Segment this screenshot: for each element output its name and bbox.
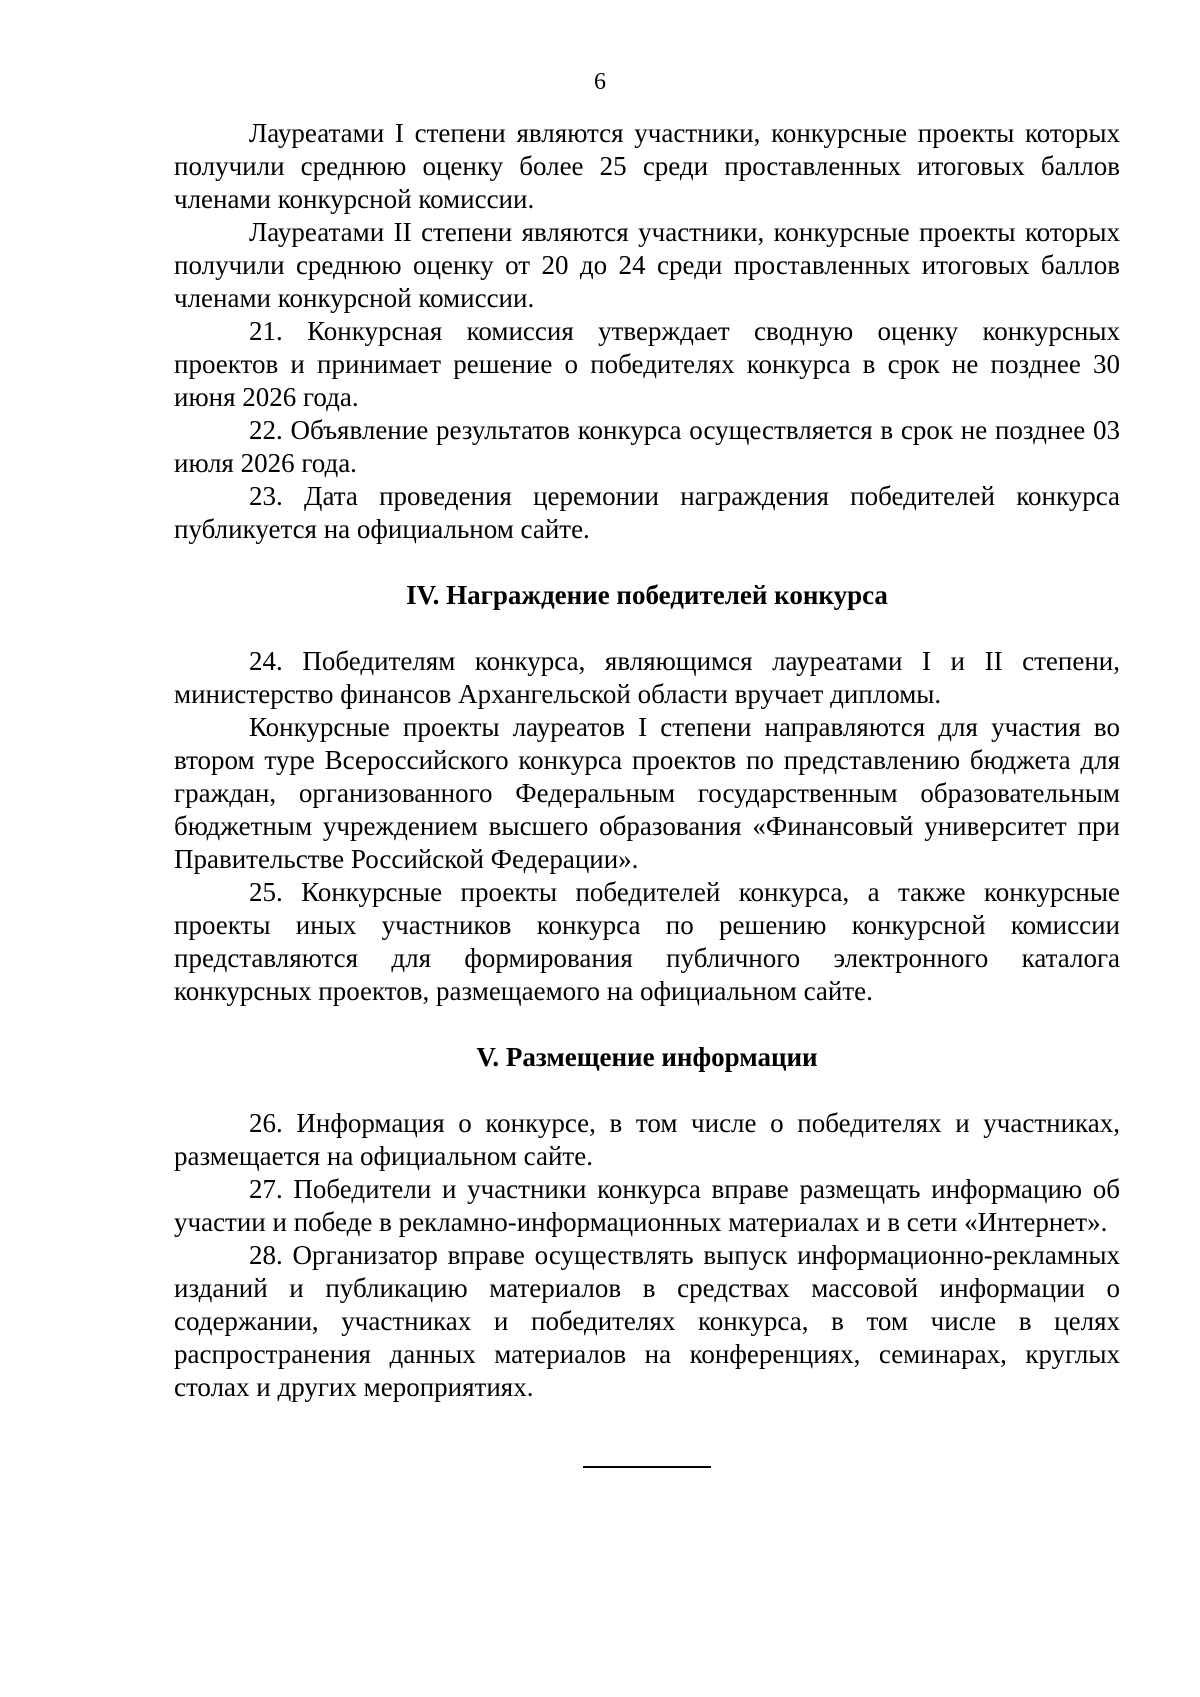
paragraph-24: 24. Победителям конкурса, являющимся лауреатами I и II степени, министерство финансов Архангельской области вручает дипломы. [174, 646, 1120, 709]
paragraph-23: 23. Дата проведения церемонии награждения победителей конкурса публикуется на официальном сайте. [174, 481, 1120, 544]
paragraph-laureates-second-degree: Лауреатами II степени являются участники, конкурсные проекты которых получили среднюю оценку от 20 до 24 среди проставленных итоговых баллов членами конкурсной комиссии. [174, 217, 1120, 313]
page-number: 6 [594, 69, 606, 95]
paragraph-26: 26. Информация о конкурсе, в том числе о победителях и участниках, размещается на официальном сайте. [174, 1108, 1120, 1171]
paragraph-21: 21. Конкурсная комиссия утверждает сводную оценку конкурсных проектов и принимает решение о победителях конкурса в срок не позднее 30 июня 2026 года. [174, 316, 1120, 412]
document-body [174, 117, 1120, 1468]
paragraph-laureates-first-degree: Лауреатами I степени являются участники, конкурсные проекты которых получили среднюю оценку более 25 среди проставленных итоговых баллов членами конкурсной комиссии. [174, 118, 1120, 214]
paragraph-22: 22. Объявление результатов конкурса осуществляется в срок не позднее 03 июля 2026 года. [174, 415, 1120, 478]
closing-divider [583, 1466, 711, 1468]
paragraph-27: 27. Победители и участники конкурса вправе размещать информацию об участии и победе в рекламно-информационных материалах и в сети «Интернет». [174, 1174, 1120, 1237]
paragraph-laureate-projects: Конкурсные проекты лауреатов I степени направляются для участия во втором туре Всероссийского конкурса проектов по представлению бюджета для граждан, организованного Федеральным государственным образовательным бюджетным учреждением высшего образования «Финансовый университет при Правительстве Российской Федерации». [174, 712, 1120, 874]
section-heading-v: V. Размещение информации [476, 1042, 818, 1072]
paragraph-28: 28. Организатор вправе осуществлять выпуск информационно-рекламных изданий и публикацию материалов в средствах массовой информации о содержании, участниках и победителях конкурса, в том числе в целях распространения данных материалов на конференциях, семинарах, круглых столах и других мероприятиях. [174, 1240, 1120, 1402]
section-heading-iv: IV. Награждение победителей конкурса [406, 580, 888, 610]
paragraph-25: 25. Конкурсные проекты победителей конкурса, а также конкурсные проекты иных участников конкурса по решению конкурсной комиссии представляются для формирования публичного электронного каталога конкурсных проектов, размещаемого на официальном сайте. [174, 877, 1120, 1006]
